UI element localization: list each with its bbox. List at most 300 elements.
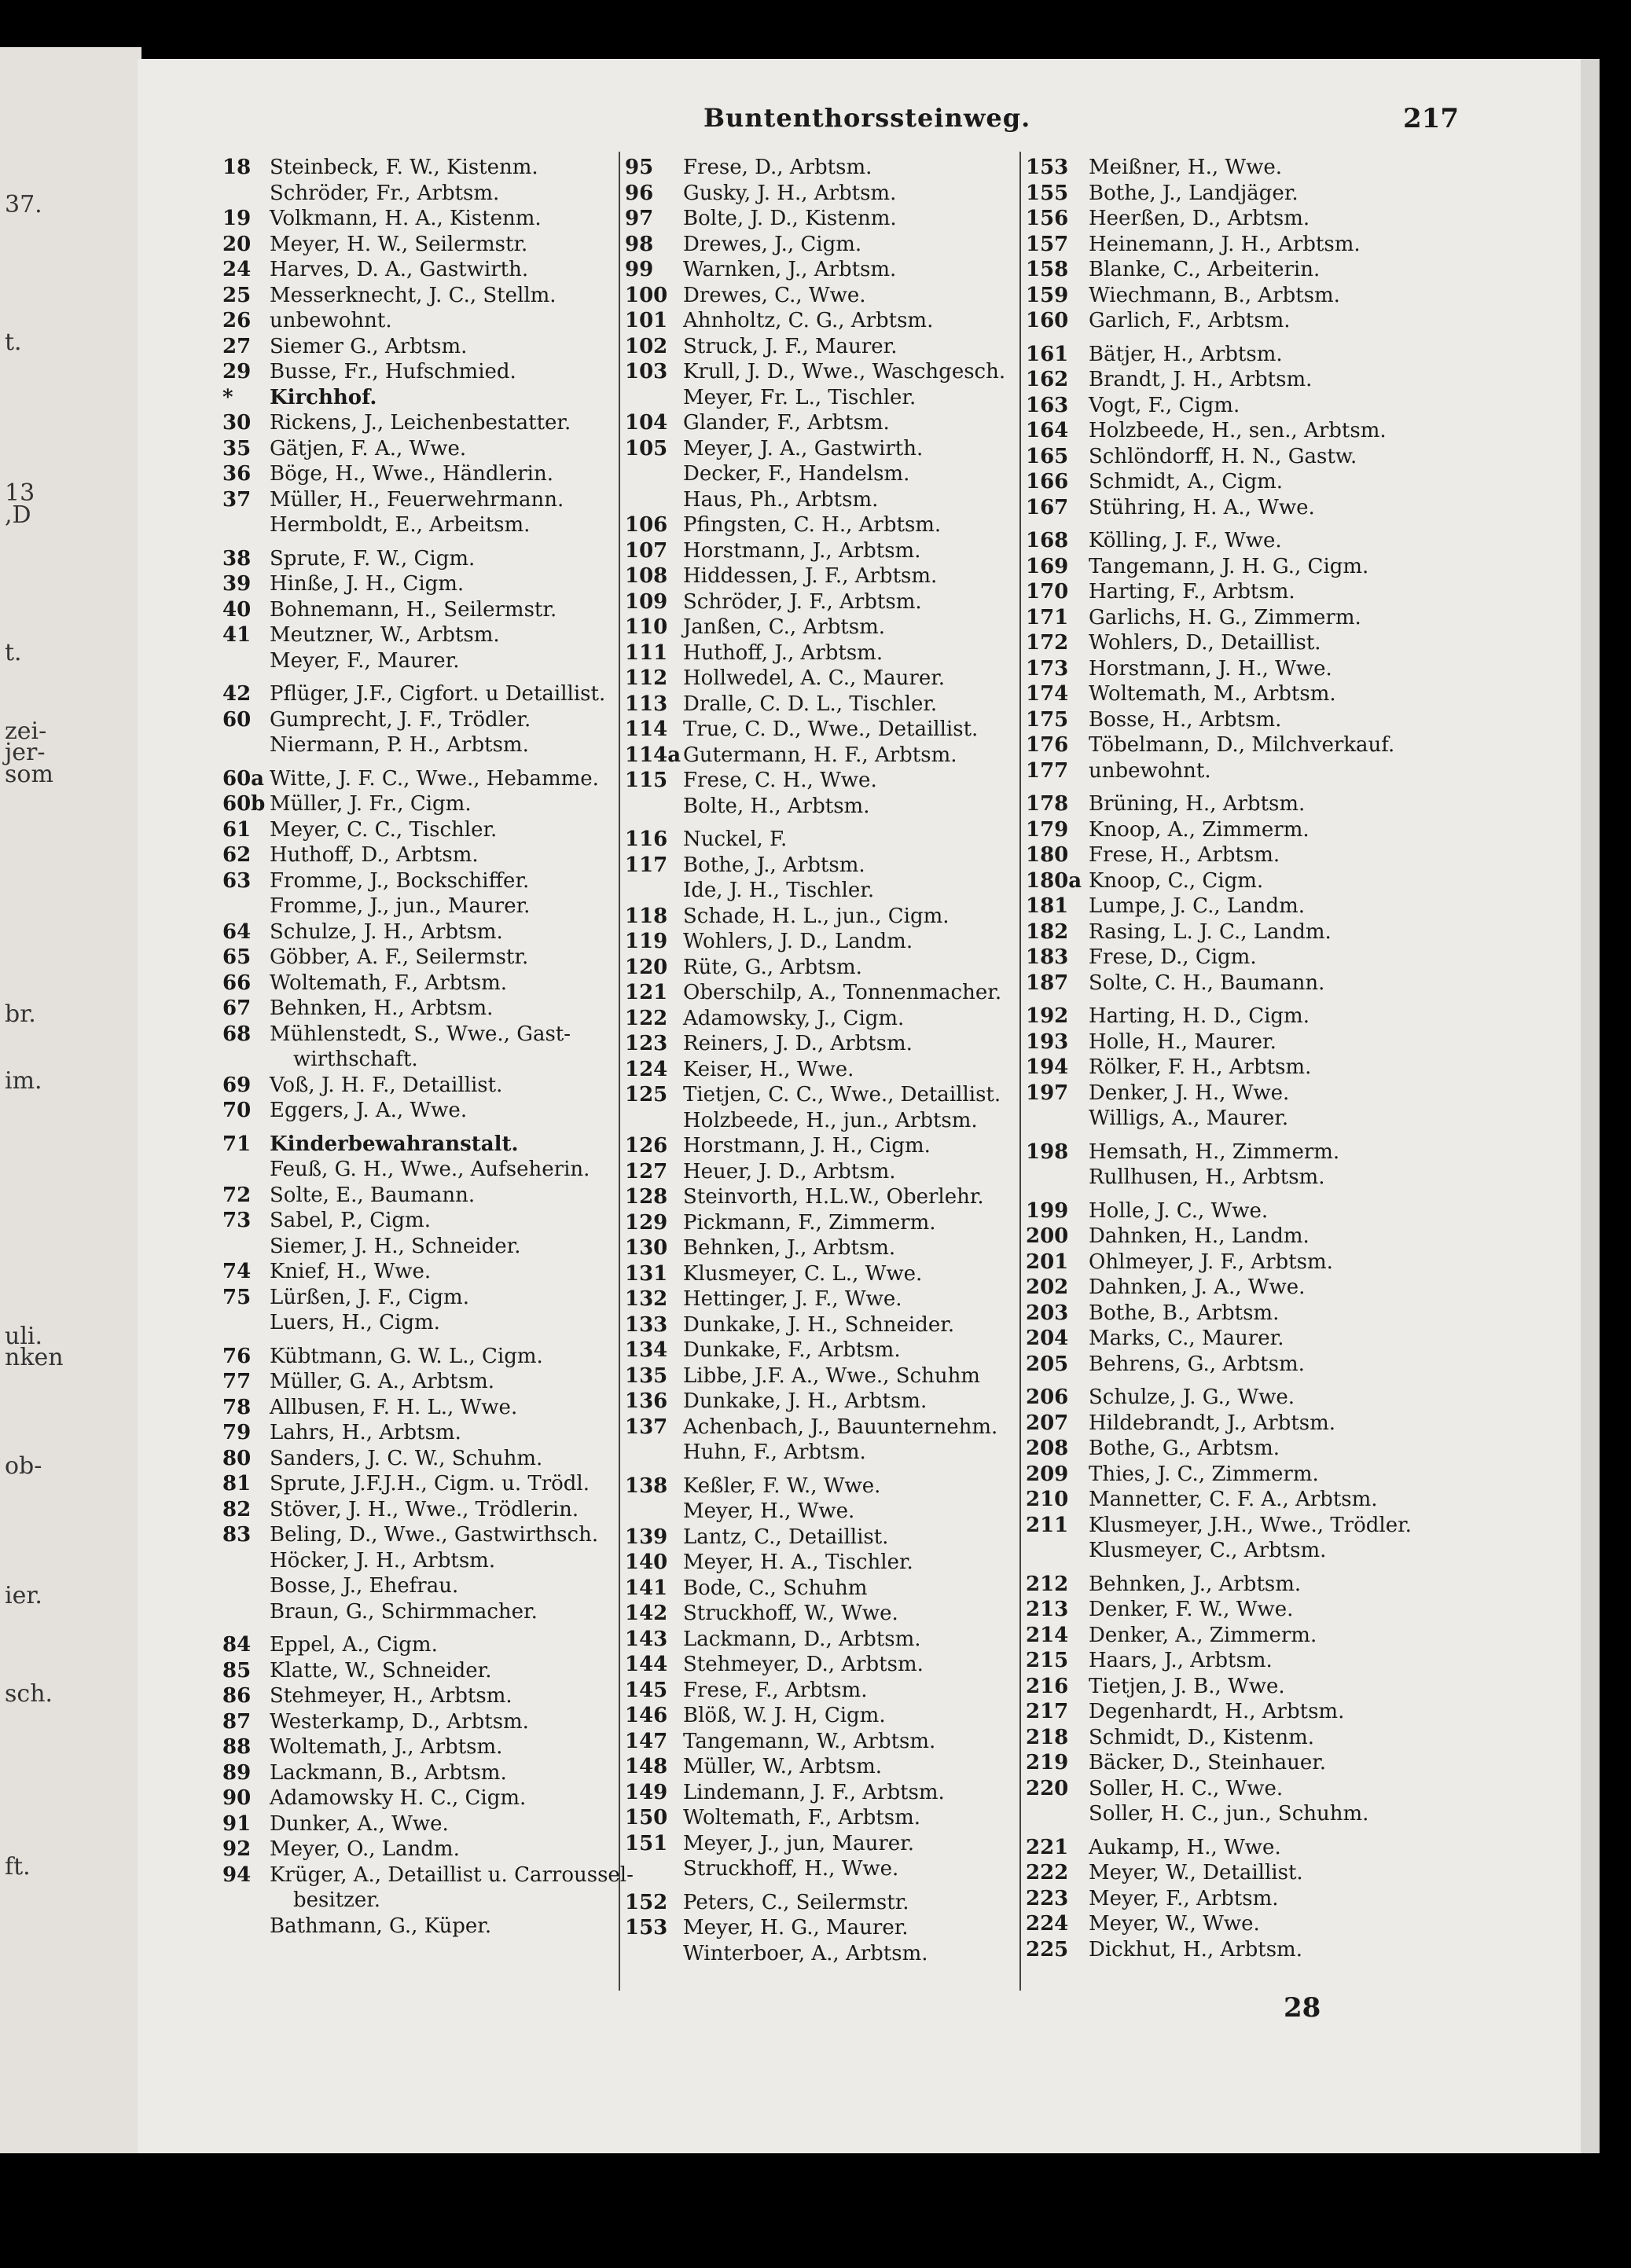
directory-entry	[1026, 1835, 1592, 1861]
resident-entry: Dahnken, J. A., Wwe.	[1089, 1275, 1306, 1299]
house-number: 20	[222, 232, 252, 256]
resident-entry: Messerknecht, J. C., Stellm.	[270, 283, 557, 307]
resident-entry: Blanke, C., Arbeiterin.	[1089, 258, 1321, 281]
resident-entry: Keßler, F. W., Wwe.	[683, 1473, 881, 1498]
resident-entry: Holzbeede, H., jun., Arbtsm.	[683, 1108, 978, 1132]
directory-entry	[1026, 894, 1592, 919]
house-number: 179	[1026, 817, 1069, 842]
house-number: 130	[625, 1236, 668, 1260]
house-number: 173	[1026, 656, 1069, 681]
house-number: 165	[1026, 444, 1069, 468]
resident-entry: Huthoff, D., Arbtsm.	[270, 843, 479, 867]
house-number: 159	[1026, 283, 1069, 307]
directory-entry	[1026, 681, 1592, 707]
resident-entry: Kübtmann, G. W. L., Cigm.	[270, 1344, 543, 1368]
house-number: 136	[625, 1389, 668, 1413]
column-2	[625, 155, 1081, 1966]
resident-entry: Brandt, J. H., Arbtsm.	[1089, 368, 1313, 391]
resident-entry: Heerßen, D., Arbtsm.	[1089, 207, 1310, 230]
resident-entry: Meyer, W., Wwe.	[1089, 1912, 1260, 1936]
house-number: 19	[222, 207, 252, 230]
directory-entry	[625, 1312, 1081, 1338]
resident-entry: Tangemann, J. H. G., Cigm.	[1089, 554, 1369, 578]
house-number: 208	[1026, 1437, 1069, 1460]
house-number: 180	[1026, 843, 1069, 867]
resident-entry: Bosse, J., Ehefrau.	[270, 1574, 459, 1598]
resident-entry: Adamowsky H. C., Cigm.	[270, 1786, 527, 1810]
directory-entry	[625, 1108, 1081, 1134]
resident-entry: Dunkake, J. H., Arbtsm.	[683, 1389, 928, 1413]
resident-entry: Thies, J. C., Zimmerm.	[1089, 1462, 1319, 1486]
house-number: 86	[222, 1684, 252, 1708]
house-number: 133	[625, 1312, 668, 1337]
house-number: 200	[1026, 1224, 1069, 1248]
house-number: 103	[625, 360, 668, 384]
resident-entry: Bode, C., Schuhm	[683, 1576, 868, 1600]
directory-entry	[1026, 1801, 1592, 1827]
directory-entry	[625, 1550, 1081, 1576]
resident-entry: wirthschaft.	[293, 1048, 418, 1071]
resident-entry: Wiechmann, B., Arbtsm.	[1089, 283, 1340, 307]
resident-entry: Tangemann, W., Arbtsm.	[683, 1729, 936, 1753]
directory-entry	[625, 410, 1081, 436]
house-number: 25	[222, 283, 252, 307]
resident-entry: Stehmeyer, D., Arbtsm.	[683, 1653, 924, 1676]
house-number: 132	[625, 1287, 668, 1311]
directory-entry	[625, 1389, 1081, 1415]
house-number: 128	[625, 1185, 668, 1209]
resident-entry: Schulze, J. H., Arbtsm.	[270, 919, 503, 944]
house-number: 203	[1026, 1301, 1069, 1325]
previous-page-fragment: ob-	[5, 1452, 42, 1480]
resident-entry: Tietjen, J. B., Wwe.	[1089, 1674, 1285, 1698]
resident-entry: Sprute, J.F.J.H., Cigm. u. Trödl.	[270, 1472, 590, 1495]
directory-entry	[1026, 579, 1592, 605]
directory-entry	[1026, 945, 1592, 971]
house-number: 82	[222, 1497, 252, 1521]
directory-entry	[1026, 630, 1592, 656]
resident-entry: Wohlers, J. D., Landm.	[683, 930, 913, 953]
resident-entry: Brüning, H., Arbtsm.	[1089, 792, 1306, 816]
resident-entry: Bosse, H., Arbtsm.	[1089, 707, 1282, 732]
house-number: 114	[625, 717, 668, 741]
house-number: 217	[1026, 1700, 1069, 1723]
resident-entry: Meyer, C. C., Tischler.	[270, 817, 498, 842]
resident-entry: Willigs, A., Maurer.	[1089, 1106, 1289, 1130]
house-number: 148	[625, 1755, 668, 1778]
previous-page-fragment: zei-	[5, 717, 47, 745]
resident-entry: Fromme, J., Bockschiffer.	[270, 868, 530, 893]
resident-entry: Ohlmeyer, J. F., Arbtsm.	[1089, 1250, 1333, 1274]
directory-entry	[625, 1159, 1081, 1185]
directory-entry	[625, 1363, 1081, 1389]
house-number: 143	[625, 1627, 668, 1651]
previous-page-fragment: nken	[5, 1344, 64, 1371]
directory-entry	[1026, 1674, 1592, 1700]
resident-entry: Kirchhof.	[270, 385, 377, 409]
house-number: 181	[1026, 894, 1069, 918]
resident-entry: Eggers, J. A., Wwe.	[270, 1099, 468, 1122]
resident-entry: Feuß, G. H., Wwe., Aufseherin.	[270, 1158, 590, 1181]
house-number: 151	[625, 1831, 668, 1855]
directory-entry	[625, 1915, 1081, 1941]
house-number: 72	[222, 1183, 252, 1207]
resident-entry: Müller, W., Arbtsm.	[683, 1755, 883, 1778]
directory-entry	[1026, 1725, 1592, 1751]
house-number: 108	[625, 564, 668, 588]
resident-entry: Mühlenstedt, S., Wwe., Gast-	[270, 1022, 571, 1046]
previous-page-fragment: br.	[5, 1000, 36, 1028]
directory-entry	[625, 615, 1081, 640]
house-number: 27	[222, 334, 252, 358]
directory-entry	[625, 1703, 1081, 1729]
house-number: 121	[625, 981, 668, 1004]
resident-entry: Woltemath, M., Arbtsm.	[1089, 682, 1336, 706]
resident-entry: Hettinger, J. F., Wwe.	[683, 1287, 902, 1311]
resident-entry: Bäcker, D., Steinhauer.	[1089, 1751, 1327, 1774]
directory-entry	[625, 334, 1081, 360]
resident-entry: Allbusen, F. H. L., Wwe.	[270, 1395, 518, 1419]
house-number: 96	[625, 181, 654, 205]
directory-entry	[625, 589, 1081, 615]
previous-page-fragment: sch.	[5, 1680, 53, 1708]
house-number: 73	[222, 1209, 252, 1232]
resident-entry: Denker, A., Zimmerm.	[1089, 1623, 1317, 1647]
house-number: 112	[625, 666, 668, 690]
house-number: 218	[1026, 1725, 1069, 1749]
resident-entry: Rüte, G., Arbtsm.	[683, 955, 862, 979]
resident-entry: Sprute, F. W., Cigm.	[270, 546, 476, 571]
previous-page-fragment: 37.	[5, 191, 42, 218]
house-number: 192	[1026, 1004, 1069, 1028]
previous-page-fragment: ,D	[5, 501, 31, 529]
resident-entry: Denker, J. H., Wwe.	[1089, 1081, 1290, 1105]
house-number: 207	[1026, 1411, 1069, 1435]
resident-entry: Horstmann, J., Arbtsm.	[683, 538, 921, 563]
house-number: 206	[1026, 1385, 1069, 1409]
resident-entry: Marks, C., Maurer.	[1089, 1327, 1284, 1350]
house-number: 70	[222, 1099, 252, 1122]
house-number: 163	[1026, 393, 1069, 417]
resident-entry: Volkmann, H. A., Kistenm.	[270, 207, 542, 230]
directory-entry	[625, 666, 1081, 692]
resident-entry: Rullhusen, H., Arbtsm.	[1089, 1165, 1325, 1189]
resident-entry: Gätjen, F. A., Wwe.	[270, 436, 467, 461]
directory-entry	[625, 853, 1081, 879]
directory-entry	[625, 1184, 1081, 1210]
resident-entry: True, C. D., Wwe., Detaillist.	[683, 717, 979, 741]
resident-entry: Müller, G. A., Arbtsm.	[270, 1370, 494, 1393]
house-number: 38	[222, 546, 252, 571]
house-number: 74	[222, 1260, 252, 1283]
directory-entry	[625, 257, 1081, 283]
house-number: 193	[1026, 1029, 1069, 1054]
directory-entry	[625, 1856, 1081, 1882]
resident-entry: Wohlers, D., Detaillist.	[1089, 631, 1321, 655]
directory-entry	[1026, 1699, 1592, 1725]
resident-entry: Peters, C., Seilermstr.	[683, 1890, 909, 1914]
directory-entry	[1026, 1081, 1592, 1106]
directory-entry	[1026, 1436, 1592, 1462]
resident-entry: Behnken, J., Arbtsm.	[1089, 1572, 1302, 1596]
resident-entry: Eppel, A., Cigm.	[270, 1633, 438, 1657]
directory-entry	[625, 1754, 1081, 1780]
directory-entry	[1026, 418, 1592, 444]
directory-entry	[625, 283, 1081, 309]
directory-entry	[1026, 308, 1592, 334]
house-number: 162	[1026, 368, 1069, 391]
resident-entry: Blöß, W. J. H, Cigm.	[683, 1704, 886, 1727]
resident-entry: Luers, H., Cigm.	[270, 1311, 440, 1334]
directory-entry	[625, 1286, 1081, 1312]
resident-entry: Bolte, H., Arbtsm.	[683, 794, 870, 818]
house-number: 221	[1026, 1835, 1069, 1859]
resident-entry: Hermboldt, E., Arbeitsm.	[270, 513, 531, 537]
house-number: 156	[1026, 207, 1069, 230]
directory-entry	[1026, 707, 1592, 733]
directory-entry	[1026, 495, 1592, 521]
house-number: 149	[625, 1780, 668, 1804]
directory-entry	[1026, 1004, 1592, 1029]
directory-entry	[625, 717, 1081, 743]
resident-entry: Frese, D., Cigm.	[1089, 945, 1257, 969]
directory-entry	[625, 1338, 1081, 1363]
house-number: 213	[1026, 1598, 1069, 1621]
house-number: 75	[222, 1285, 252, 1309]
resident-entry: Ide, J. H., Tischler.	[683, 879, 875, 902]
house-number: 170	[1026, 580, 1069, 604]
resident-entry: Reiners, J. D., Arbtsm.	[683, 1032, 913, 1055]
house-number: 220	[1026, 1776, 1069, 1800]
house-number: 77	[222, 1370, 252, 1393]
resident-entry: Schröder, J. F., Arbtsm.	[683, 589, 922, 614]
house-number: 60b	[222, 792, 266, 816]
directory-entry	[625, 487, 1081, 513]
house-number: 177	[1026, 758, 1069, 783]
resident-entry: Keiser, H., Wwe.	[683, 1057, 854, 1081]
house-number: 63	[222, 868, 252, 893]
directory-entry	[1026, 1572, 1592, 1598]
resident-entry: Müller, H., Feuerwehrmann.	[270, 487, 564, 512]
house-number: 215	[1026, 1649, 1069, 1672]
directory-entry	[1026, 554, 1592, 580]
house-number: 140	[625, 1551, 668, 1574]
resident-entry: Meyer, H. W., Seilermstr.	[270, 232, 528, 256]
house-number: 164	[1026, 419, 1069, 442]
directory-entry	[625, 1601, 1081, 1627]
resident-entry: Voß, J. H. F., Detaillist.	[270, 1073, 503, 1097]
house-number: 76	[222, 1344, 252, 1368]
directory-entry	[625, 1261, 1081, 1287]
directory-entry	[1026, 1487, 1592, 1513]
directory-entry	[625, 1941, 1081, 1967]
directory-entry	[1026, 342, 1592, 368]
resident-entry: Soller, H. C., Wwe.	[1089, 1776, 1284, 1800]
resident-entry: Braun, G., Schirmmacher.	[270, 1599, 538, 1624]
house-number: 118	[625, 904, 668, 928]
resident-entry: Siemer G., Arbtsm.	[270, 334, 468, 358]
resident-entry: Krüger, A., Detaillist u. Carroussel-	[270, 1862, 634, 1887]
resident-entry: Solte, E., Baumann.	[270, 1183, 476, 1207]
house-number: 104	[625, 411, 668, 435]
resident-entry: Niermann, P. H., Arbtsm.	[270, 733, 529, 757]
resident-entry: Kölling, J. F., Wwe.	[1089, 529, 1282, 552]
house-number: 111	[625, 640, 668, 665]
resident-entry: Frese, C. H., Wwe.	[683, 769, 877, 792]
resident-entry: Drewes, J., Cigm.	[683, 232, 862, 256]
house-number: 141	[625, 1576, 668, 1600]
house-number: 24	[222, 258, 252, 281]
directory-entry	[625, 1652, 1081, 1678]
directory-entry	[625, 1525, 1081, 1551]
resident-entry: Pfingsten, C. H., Arbtsm.	[683, 513, 942, 537]
resident-entry: Dunkake, F., Arbtsm.	[683, 1338, 901, 1362]
resident-entry: Böge, H., Wwe., Händlerin.	[270, 462, 553, 486]
house-number: 161	[1026, 342, 1069, 366]
resident-entry: Decker, F., Handelsm.	[683, 462, 910, 486]
resident-entry: Fromme, J., jun., Maurer.	[270, 894, 531, 918]
previous-page-fragment: ier.	[5, 1582, 42, 1609]
directory-entry	[1026, 1886, 1592, 1912]
resident-entry: Holle, J. C., Wwe.	[1089, 1198, 1269, 1223]
house-number: 172	[1026, 631, 1069, 655]
resident-entry: Meyer, H. G., Maurer.	[683, 1916, 909, 1940]
house-number: 219	[1026, 1751, 1069, 1774]
resident-entry: Westerkamp, D., Arbtsm.	[270, 1709, 529, 1734]
resident-entry: Müller, J. Fr., Cigm.	[270, 792, 472, 816]
resident-entry: Winterboer, A., Arbtsm.	[683, 1941, 928, 1965]
house-number: 166	[1026, 470, 1069, 494]
resident-entry: Bohnemann, H., Seilermstr.	[270, 597, 557, 622]
house-number: 124	[625, 1057, 668, 1081]
resident-entry: Struckhoff, H., Wwe.	[683, 1857, 899, 1881]
directory-entry	[1026, 1250, 1592, 1275]
directory-entry	[625, 1235, 1081, 1261]
house-number: 90	[222, 1786, 252, 1810]
directory-entry	[1026, 758, 1592, 784]
signature-mark: 28	[1284, 1992, 1321, 2024]
resident-entry: Meutzner, W., Arbtsm.	[270, 623, 500, 647]
house-number: 146	[625, 1704, 668, 1727]
resident-entry: Lumpe, J. C., Landm.	[1089, 894, 1305, 918]
house-number: 39	[222, 572, 252, 596]
house-number: 153	[625, 1916, 668, 1940]
directory-entry	[625, 980, 1081, 1006]
resident-entry: Nuckel, F.	[683, 828, 788, 851]
directory-entry	[1026, 1140, 1592, 1165]
house-number: 36	[222, 462, 252, 486]
directory-entry	[625, 1678, 1081, 1704]
resident-entry: Haus, Ph., Arbtsm.	[683, 487, 879, 512]
directory-entry	[1026, 155, 1592, 181]
directory-entry	[625, 538, 1081, 564]
house-number: 211	[1026, 1513, 1069, 1537]
directory-entry	[1026, 1352, 1592, 1378]
resident-entry: Sabel, P., Cigm.	[270, 1209, 431, 1232]
resident-entry: Meyer, H., Wwe.	[683, 1499, 855, 1523]
resident-entry: Lahrs, H., Arbtsm.	[270, 1421, 461, 1444]
resident-entry: Horstmann, J. H., Cigm.	[683, 1134, 931, 1158]
previous-page-fragment: im.	[5, 1067, 42, 1095]
directory-entry	[1026, 1538, 1592, 1564]
directory-entry	[1026, 1750, 1592, 1776]
resident-entry: Tietjen, C. C., Wwe., Detaillist.	[683, 1083, 1001, 1106]
resident-entry: Harting, H. D., Cigm.	[1089, 1004, 1310, 1028]
directory-entry	[625, 1729, 1081, 1755]
directory-entry	[1026, 1937, 1592, 1963]
directory-entry	[625, 385, 1081, 411]
resident-entry: Warnken, J., Arbtsm.	[683, 258, 897, 281]
house-number: 85	[222, 1658, 252, 1683]
house-number: 205	[1026, 1352, 1069, 1376]
house-number: 26	[222, 309, 252, 332]
resident-entry: Oberschilp, A., Tonnenmacher.	[683, 981, 1002, 1004]
directory-entry	[1026, 1326, 1592, 1352]
resident-entry: Bothe, J., Arbtsm.	[683, 853, 865, 877]
house-number: 127	[625, 1159, 668, 1184]
directory-entry	[625, 1473, 1081, 1499]
house-number: 169	[1026, 554, 1069, 578]
house-number: 40	[222, 597, 252, 622]
directory-entry	[625, 827, 1081, 853]
page-edge-shadow	[1581, 59, 1600, 2153]
directory-entry	[1026, 732, 1592, 758]
directory-entry	[625, 929, 1081, 955]
directory-entry	[1026, 605, 1592, 631]
directory-entry	[1026, 1224, 1592, 1250]
resident-entry: Heinemann, J. H., Arbtsm.	[1089, 232, 1361, 256]
house-number: 134	[625, 1338, 668, 1362]
resident-entry: Dunker, A., Wwe.	[270, 1811, 449, 1836]
resident-entry: Stehmeyer, H., Arbtsm.	[270, 1684, 512, 1708]
previous-page-fragment: som	[5, 761, 53, 788]
house-number: 114a	[625, 743, 681, 767]
directory-entry	[1026, 1411, 1592, 1437]
resident-entry: Bothe, J., Landjäger.	[1089, 181, 1299, 205]
house-number: 216	[1026, 1674, 1069, 1698]
house-number: 168	[1026, 529, 1069, 552]
house-number: 79	[222, 1421, 252, 1444]
directory-entry	[1026, 181, 1592, 207]
house-number: 153	[1026, 156, 1069, 179]
resident-entry: Lackmann, D., Arbtsm.	[683, 1627, 921, 1651]
house-number: 175	[1026, 707, 1069, 732]
resident-entry: Vogt, F., Cigm.	[1089, 393, 1240, 417]
resident-entry: Frese, H., Arbtsm.	[1089, 843, 1280, 867]
directory-entry	[1026, 1513, 1592, 1539]
resident-entry: Lackmann, B., Arbtsm.	[270, 1760, 507, 1785]
house-number: 41	[222, 623, 252, 647]
house-number: 113	[625, 692, 668, 716]
house-number: 109	[625, 589, 668, 614]
house-number: 106	[625, 513, 668, 537]
directory-entry	[625, 1780, 1081, 1806]
resident-entry: Hemsath, H., Zimmerm.	[1089, 1140, 1340, 1164]
resident-entry: Göbber, A. F., Seilermstr.	[270, 945, 529, 969]
house-number: 35	[222, 436, 252, 461]
resident-entry: Bothe, G., Arbtsm.	[1089, 1437, 1280, 1460]
resident-entry: Bathmann, G., Küper.	[270, 1914, 492, 1938]
house-number: 174	[1026, 682, 1069, 706]
directory-entry	[625, 308, 1081, 334]
house-number: 99	[625, 258, 654, 281]
directory-entry	[625, 743, 1081, 769]
directory-entry	[1026, 1597, 1592, 1623]
resident-entry: Harves, D. A., Gastwirth.	[270, 258, 529, 281]
directory-entry	[1026, 283, 1592, 309]
resident-entry: Krull, J. D., Wwe., Waschgesch.	[683, 360, 1006, 384]
house-number: 65	[222, 945, 252, 969]
